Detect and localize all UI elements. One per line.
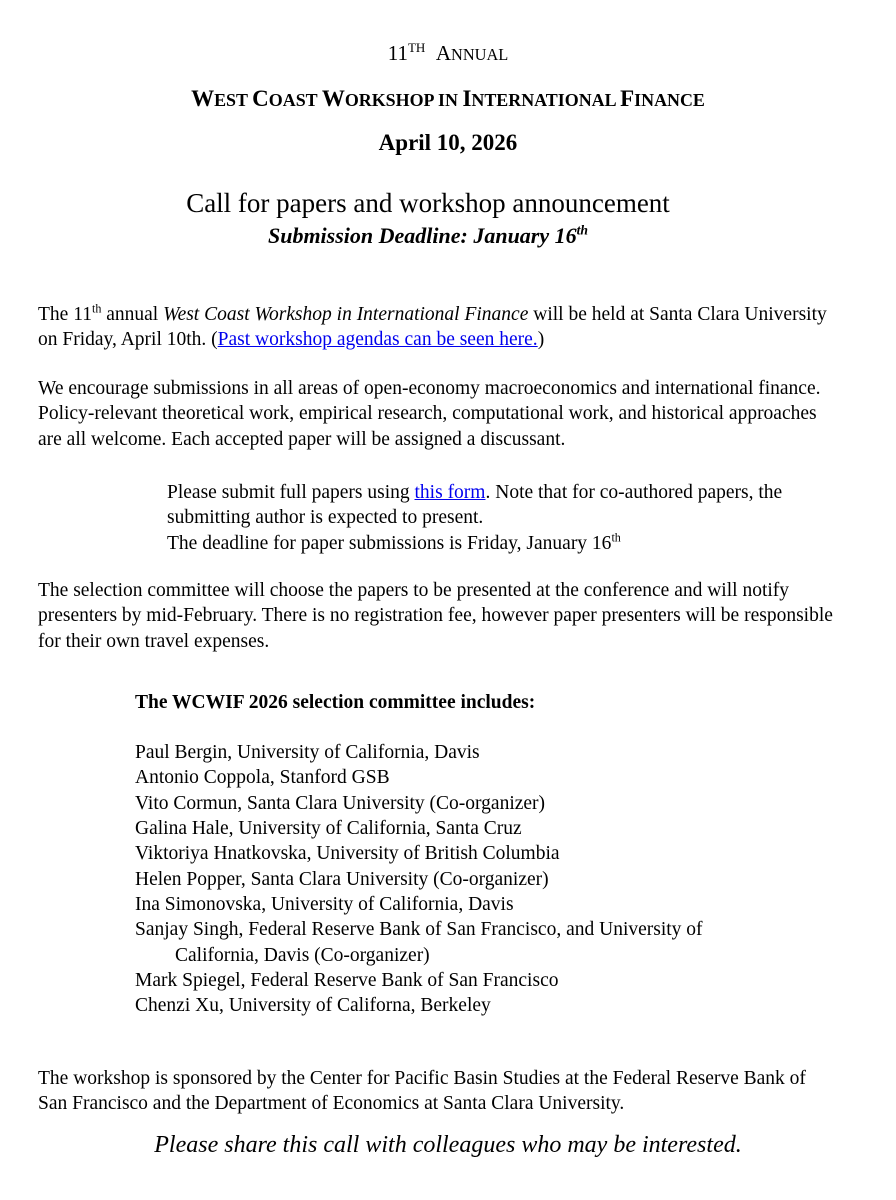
title-word-initial: W bbox=[321, 86, 345, 111]
edition-number: 11 bbox=[387, 41, 408, 65]
workshop-date: April 10, 2026 bbox=[378, 130, 518, 155]
submission-instructions bbox=[167, 480, 857, 556]
edition-suffix: TH bbox=[407, 40, 426, 55]
title-word-rest: NTERNATIONAL bbox=[471, 90, 621, 110]
committee-member: Mark Spiegel, Federal Reserve Bank of San Francisco bbox=[135, 970, 559, 992]
title-word-rest: OAST bbox=[268, 90, 322, 110]
title-word-initial: C bbox=[252, 86, 269, 111]
title-word-initial: W bbox=[191, 86, 215, 111]
edition-heading bbox=[0, 40, 896, 67]
submit-deadline-text: The deadline for paper submissions is Friday, January 16 bbox=[167, 532, 612, 554]
committee-list bbox=[135, 740, 855, 1019]
workshop-name: West Coast Workshop in International Finance bbox=[163, 304, 529, 325]
selection-paragraph: The selection committee will choose the papers to be presented at the conference and will notify presenters by mid-February. There is no registration fee, however paper presenters will be responsible for their own travel expenses. bbox=[38, 580, 833, 652]
committee-member: Viktoriya Hnatkovska, University of British Columbia bbox=[135, 843, 560, 865]
submit-before: Please submit full papers using bbox=[167, 482, 415, 503]
sponsor-paragraph: The workshop is sponsored by the Center for Pacific Basin Studies at the Federal Reserve Bank of San Francisco and the Department of Economics at Santa Clara University. bbox=[38, 1068, 806, 1115]
submission-deadline bbox=[0, 222, 856, 251]
intro-close: ) bbox=[537, 329, 545, 351]
intro-paragraph bbox=[38, 302, 838, 353]
submit-after: . Note that for co-authored papers, the submitting author is expected to present. bbox=[167, 482, 783, 529]
committee-member: Ina Simonovska, University of California, Davis bbox=[135, 894, 514, 916]
title-word-initial: I bbox=[462, 86, 472, 111]
submission-form-link[interactable]: this form bbox=[414, 482, 486, 503]
committee-member: Vito Cormun, Santa Clara University (Co-organizer) bbox=[135, 792, 546, 814]
member-line-continued: California, Davis (Co-organizer) bbox=[175, 944, 430, 966]
deadline-suffix: th bbox=[576, 222, 589, 238]
intro-rest: will be held at Santa Clara University on Friday, April 10th. ( bbox=[38, 304, 827, 351]
intro-lead: The 11 bbox=[38, 304, 92, 325]
title-word-rest: ORKSHOP IN bbox=[344, 90, 463, 110]
submit-line bbox=[167, 480, 857, 531]
member-line: Sanjay Singh, Federal Reserve Bank of San Francisco, and University of bbox=[135, 919, 703, 941]
workshop-title bbox=[0, 84, 896, 114]
annual-rest: NNUAL bbox=[451, 45, 509, 64]
committee-member: Galina Hale, University of California, Santa Cruz bbox=[135, 818, 522, 840]
intro-suffix: th bbox=[91, 301, 102, 316]
deadline-text: Submission Deadline: January 16 bbox=[267, 223, 577, 248]
past-agendas-link[interactable]: Past workshop agendas can be seen here. bbox=[217, 329, 538, 351]
committee-member bbox=[135, 917, 855, 968]
title-word-initial: F bbox=[620, 86, 635, 111]
call-heading: Call for papers and workshop announcement bbox=[186, 188, 670, 218]
title-word-rest: EST bbox=[214, 90, 253, 110]
encourage-paragraph: We encourage submissions in all areas of open-economy macroeconomics and international finance. Policy-relevant theoretical work, empirical research, computational work, and historical approaches are all welcome. Each accepted paper will be assigned a discussant. bbox=[38, 378, 821, 450]
annual-initial: A bbox=[435, 41, 451, 65]
committee-member: Chenzi Xu, University of Californa, Berkeley bbox=[135, 995, 491, 1017]
committee-member: Antonio Coppola, Stanford GSB bbox=[135, 767, 390, 789]
title-word-rest: INANCE bbox=[634, 90, 705, 110]
submit-deadline-suffix: th bbox=[611, 530, 621, 545]
committee-heading: The WCWIF 2026 selection committee includes: bbox=[135, 692, 536, 713]
submit-deadline-line bbox=[167, 531, 857, 556]
committee-member: Helen Popper, Santa Clara University (Co-organizer) bbox=[135, 868, 549, 890]
share-note: Please share this call with colleagues who may be interested. bbox=[154, 1132, 742, 1158]
committee-member: Paul Bergin, University of California, Davis bbox=[135, 742, 480, 763]
intro-after: annual bbox=[101, 304, 164, 325]
